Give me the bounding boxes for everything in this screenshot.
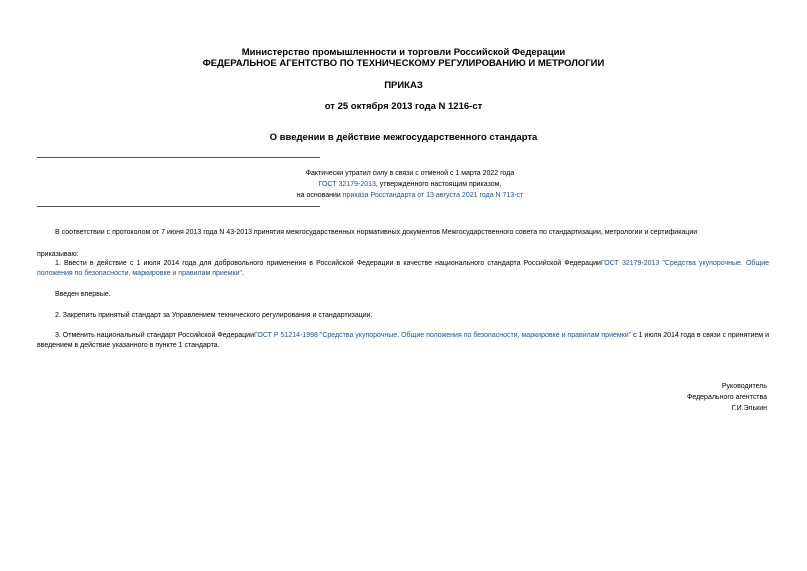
rosstandart-order-link[interactable]: приказа Росстандарта от 13 августа 2021 года N 713-ст <box>342 192 524 199</box>
gost-32179-title-link[interactable]: ГОСТ 32179-2013 "Средства укупорочные. Общие положения по безопасности, маркировке и правилам приемки" <box>37 260 770 277</box>
document-subject: О введении в действие межгосударственного стандарта <box>269 132 538 143</box>
validity-note-line2 <box>200 181 620 188</box>
divider-bottom <box>37 206 320 207</box>
gost-32179-link[interactable]: ГОСТ 32179-2013 <box>318 181 376 188</box>
document-type: ПРИКАЗ <box>384 80 423 91</box>
document-date-number: от 25 октября 2013 года N 1216-ст <box>324 101 483 112</box>
validity-note-line2-text: , утвержденного настоящим приказом, <box>375 181 502 188</box>
signature-position: Руководитель <box>721 383 767 390</box>
validity-note-line3-prefix: на основании <box>296 192 343 199</box>
introduced-first-note: Введен впервые. <box>55 291 111 298</box>
item-1-paragraph <box>37 259 769 279</box>
agency-title: ФЕДЕРАЛЬНОЕ АГЕНТСТВО ПО ТЕХНИЧЕСКОМУ РЕГУЛИРОВАНИЮ И МЕТРОЛОГИИ <box>202 58 605 69</box>
intro-paragraph: В соответствии с протоколом от 7 июня 2013 года N 43-2013 принятия межгосударственных нормативных документов Межгосударственного совета по стандартизации, метрологии и сертификации <box>55 229 698 236</box>
item-3-text: 3. Отменить национальный стандарт Российской Федерации <box>55 332 254 339</box>
item-3-paragraph <box>37 331 769 351</box>
item-3-suffix: с 1 июля 2014 года в связи с принятием и введением в действие указанного в пункте 1 стандарта. <box>37 332 769 349</box>
item-1-suffix: . <box>241 270 244 277</box>
validity-note-line1: Фактически утратил силу в связи с отменой с 1 марта 2022 года <box>305 170 515 177</box>
signature-name: Г.И.Элькин <box>731 405 767 412</box>
signature-agency: Федерального агентства <box>687 394 767 401</box>
gost-r-51214-link[interactable]: ГОСТ Р 51214-1998 "Средства укупорочные. Общие положения по безопасности, маркировке и правилам приемки" <box>253 332 632 339</box>
ministry-title: Министерство промышленности и торговли Российской Федерации <box>241 47 566 58</box>
divider-top <box>37 157 320 158</box>
order-word: приказываю: <box>37 251 79 258</box>
item-2-paragraph: 2. Закрепить принятый стандарт за Управлением технического регулирования и стандартизации. <box>55 312 373 319</box>
validity-note-line3 <box>200 192 620 199</box>
item-1-text: 1. Ввести в действие с 1 июля 2014 года для добровольного применения в Российской Федерации в качестве национального стандарта Российской Федерации <box>55 260 601 267</box>
